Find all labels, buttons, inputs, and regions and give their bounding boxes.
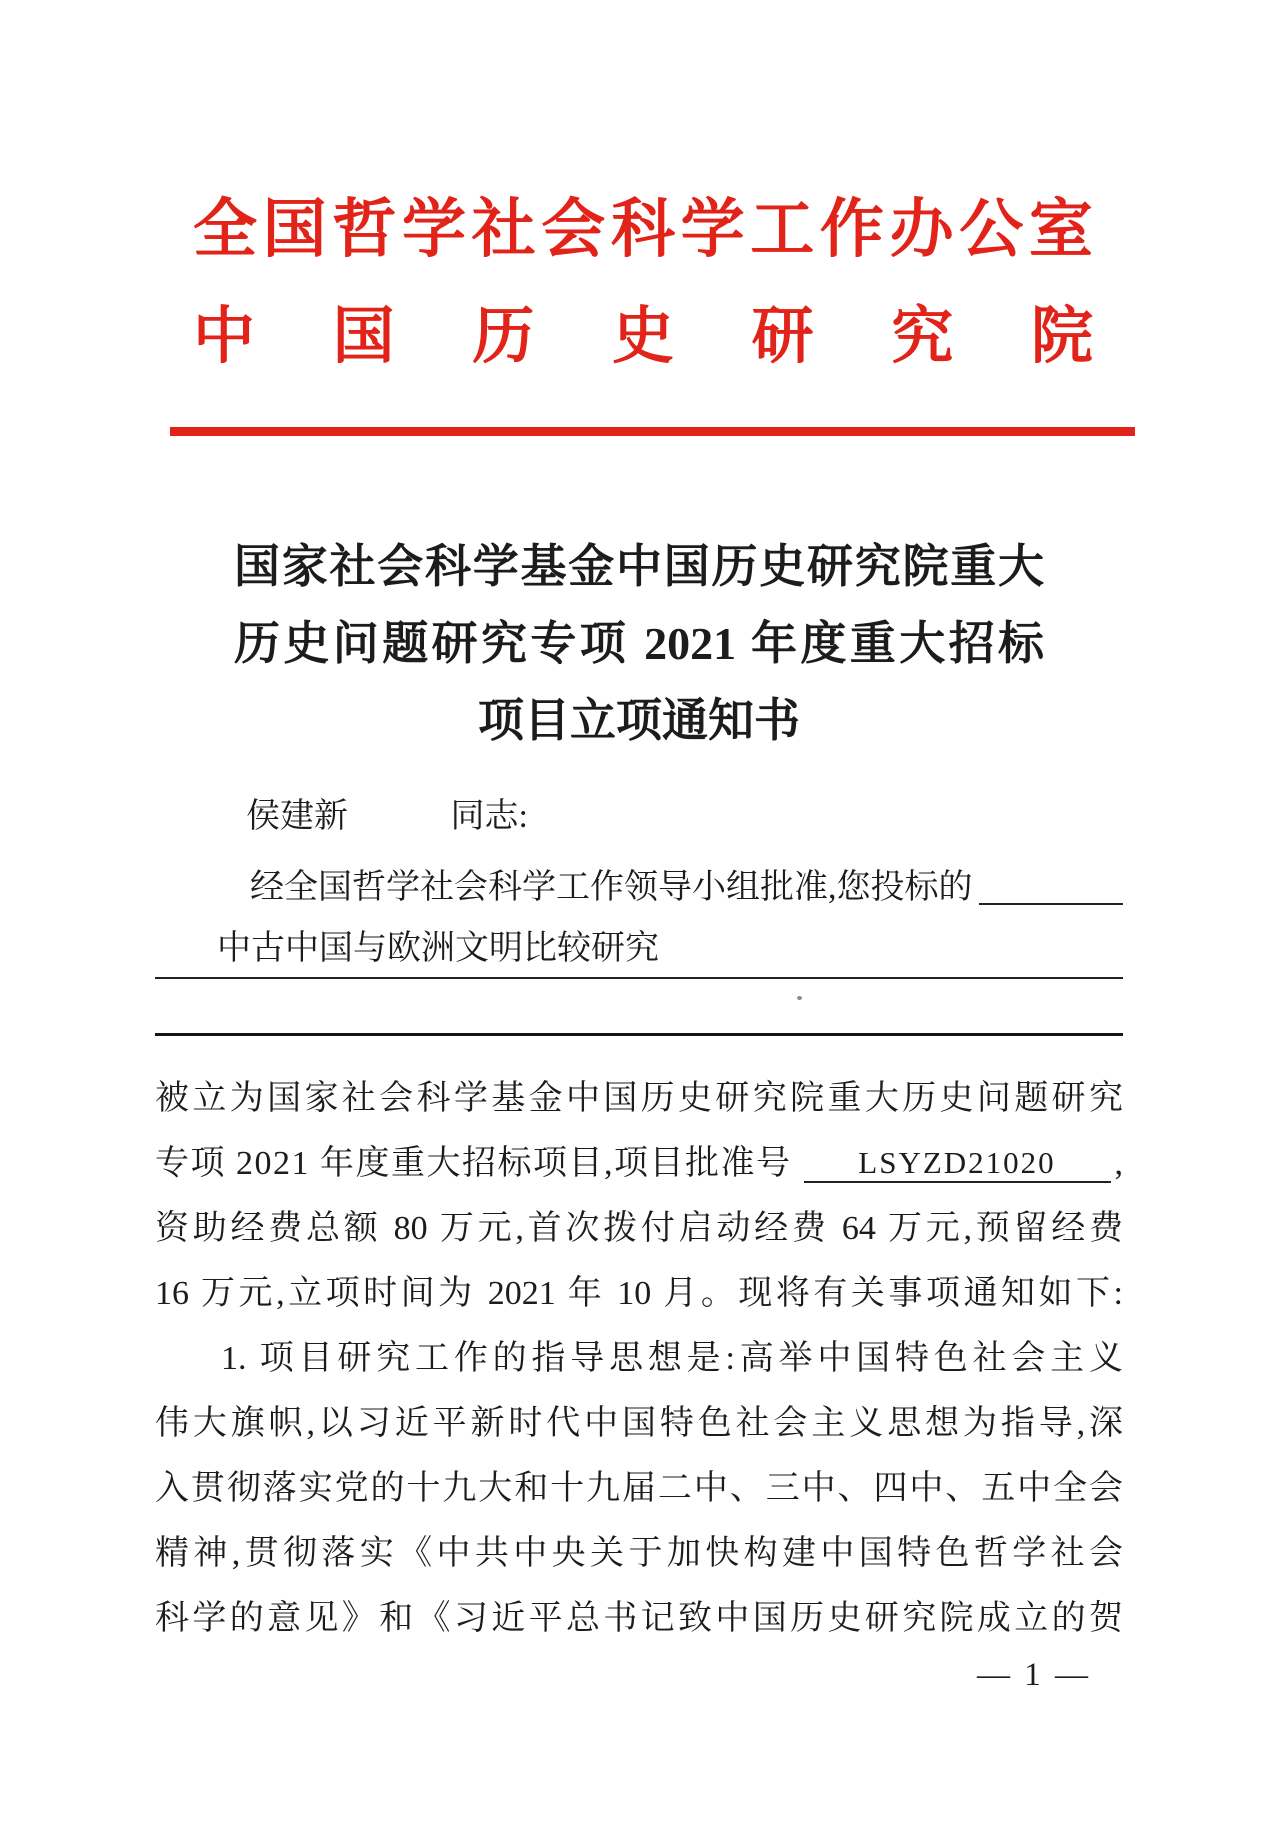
letterhead-org-line-2: 中 国 历 史 研 究 院 — [193, 303, 1093, 372]
approval-number-field — [804, 1139, 1111, 1183]
approval-line-comma: , — [1114, 1145, 1123, 1183]
document-title-line-2: 历史问题研究专项 2021 年度重大招标 — [234, 618, 1044, 670]
empty-fill-underline — [155, 1033, 1123, 1036]
greeting-row — [155, 795, 1123, 839]
approval-number: LSYZD21020 — [858, 1145, 1056, 1181]
salutation-text: 同志: — [450, 798, 528, 836]
blank-underline-fill — [979, 903, 1124, 905]
letterhead-org-line-1: 全 国 哲 学 社 会 科 学 工 作 办 公 室 — [193, 194, 1093, 265]
intro-paragraph-line — [155, 865, 1123, 911]
body-line-2 — [155, 1131, 1123, 1196]
body-line-1: 被立为国家社会科学基金中国历史研究院重大历史问题研究 — [155, 1080, 1123, 1118]
body-line-3: 资助经费总额 80 万元,首次拨付启动经费 64 万元,预留经费 — [155, 1210, 1123, 1248]
letterhead — [193, 195, 1093, 371]
body-line-4: 16 万元,立项时间为 2021 年 10 月。现将有关事项通知如下: — [155, 1275, 1123, 1313]
page-number: — 1 — — [977, 1657, 1091, 1694]
body-line-5: 1. 项目研究工作的指导思想是:高举中国特色社会主义 — [221, 1340, 1123, 1378]
document-title-line-3: 项目立项通知书 — [478, 695, 800, 747]
approval-line-prefix: 专项 2021 年度重大招标项目,项目批准号 — [155, 1145, 792, 1183]
body-line-9: 科学的意见》和《习近平总书记致中国历史研究院成立的贺 — [155, 1600, 1123, 1638]
body-paragraph — [155, 1066, 1123, 1651]
scan-speck-dot — [797, 996, 802, 1000]
recipient-name: 侯建新 — [246, 798, 348, 836]
body-line-8: 精神,贯彻落实《中共中央关于加快构建中国特色哲学社会 — [155, 1535, 1123, 1573]
document-title — [234, 528, 1044, 759]
project-title-underlined: 中古中国与欧洲文明比较研究 — [155, 927, 1123, 979]
body-line-7: 入贯彻落实党的十九大和十九届二中、三中、四中、五中全会 — [155, 1470, 1123, 1508]
document-title-line-1: 国家社会科学基金中国历史研究院重大 — [234, 541, 1044, 593]
body-line-6: 伟大旗帜,以习近平新时代中国特色社会主义思想为指导,深 — [155, 1405, 1123, 1443]
intro-text: 经全国哲学社会科学工作领导小组批准,您投标的 — [250, 869, 973, 907]
letterhead-divider-rule — [170, 427, 1135, 436]
